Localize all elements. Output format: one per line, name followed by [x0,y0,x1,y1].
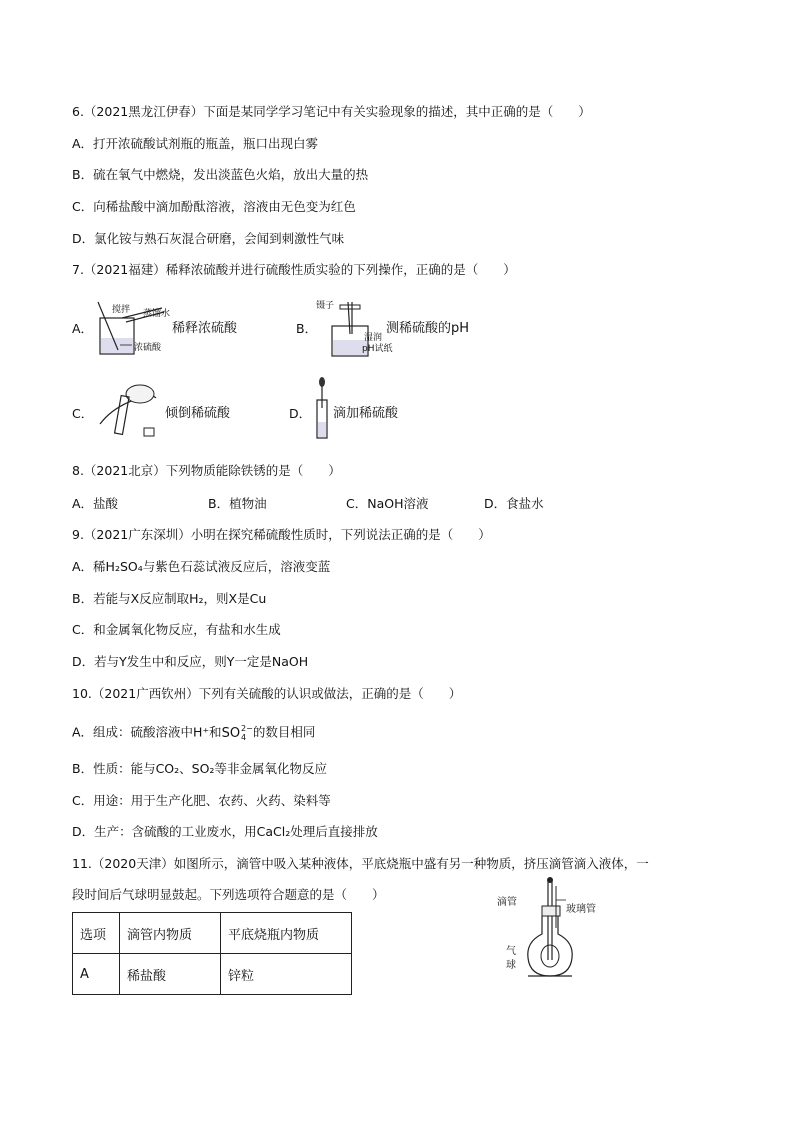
q8-option-d: D．食盐水 [484,496,544,511]
table-cell: A [73,954,120,995]
q7-option-d-letter: D． [289,406,312,421]
q10-stem: 10.（2021广西钦州）下列有关硫酸的认识或做法，正确的是（ ） [72,686,462,701]
q6-option-b: B．硫在氧气中燃烧，发出淡蓝色火焰，放出大量的热 [72,167,369,182]
q6-option-a: A．打开浓硫酸试剂瓶的瓶盖，瓶口出现白雾 [72,136,319,151]
q11-stem-line2: 段时间后气球明显鼓起。下列选项符合题意的是（ ） [72,887,385,902]
q7-b-paper-label: pH试纸 [362,344,393,354]
q7-a-water-label: 蒸馏水 [143,309,171,319]
table-cell: 锌粒 [221,954,352,995]
table-header-cell: 平底烧瓶内物质 [221,913,352,954]
q8-option-a: A．盐酸 [72,496,119,511]
q9-option-a: A．稀H₂SO₄与紫色石蕊试液反应后，溶液变蓝 [72,559,331,574]
q8-stem: 8.（2021北京）下列物质能除铁锈的是（ ） [72,463,341,478]
q7-c-pour-figure [92,378,162,440]
q11-balloon-label-2: 球 [506,960,516,971]
q6-stem: 6.（2021黑龙江伊春）下面是某同学学习笔记中有关实验现象的描述，其中正确的是（ ） [72,104,591,119]
q10-option-a [72,724,315,742]
q9-option-d: D．若与Y发生中和反应，则Y一定是NaOH [72,654,309,669]
q10-option-c: C．用途：用于生产化肥、农药、火药、染料等 [72,793,331,808]
q7-a-stir-label: 搅拌 [112,305,131,315]
q7-d-dropper-figure [312,374,332,440]
q10-option-a-post: 的数目相同 [252,724,316,740]
q11-dropper-label: 滴管 [497,897,517,908]
q11-balloon-label-1: 气 [506,946,516,957]
q8-option-b: B．植物油 [208,496,267,511]
table-cell: 稀盐酸 [120,954,221,995]
q11-glass-tube-label: 玻璃管 [566,904,596,915]
q11-options-table [72,912,352,995]
q7-b-wet-label: 湿润 [364,333,383,343]
q7-option-a-letter: A． [72,321,94,336]
q10-option-b: B．性质：能与CO₂、SO₂等非金属氧化物反应 [72,761,327,776]
q7-option-a-text: 稀释浓硫酸 [172,321,238,336]
q7-option-c-letter: C． [72,406,94,421]
q7-a-acid-label: 浓硫酸 [134,343,162,353]
q7-option-b-letter: B． [296,321,318,336]
q9-stem: 9.（2021广东深圳）小明在探究稀硫酸性质时，下列说法正确的是（ ） [72,527,491,542]
q7-option-b-text: 测稀硫酸的pH [386,321,470,336]
q9-option-b: B．若能与X反应制取H₂，则X是Cu [72,591,267,606]
q6-option-c: C．向稀盐酸中滴加酚酞溶液，溶液由无色变为红色 [72,199,356,214]
q6-option-d: D．氯化铵与熟石灰混合研磨，会闻到刺激性气味 [72,231,345,246]
table-header-cell: 选项 [73,913,120,954]
q7-option-c-text: 倾倒稀硫酸 [165,406,231,421]
table-row [73,954,352,995]
table-header-cell: 滴管内物质 [120,913,221,954]
q11-stem-line1: 11.（2020天津）如图所示，滴管中吸入某种液体，平底烧瓶中盛有另一种物质，挤压滴管滴入液体，一 [72,856,649,871]
q7-option-d-text: 滴加稀硫酸 [333,406,399,421]
q10-option-a-pre: A．组成：硫酸溶液中H⁺和 [72,724,222,740]
q8-option-c: C．NaOH溶液 [346,496,429,511]
q7-b-tweezers-label: 镊子 [316,301,335,311]
q11-flask-figure [520,876,600,982]
q7-stem: 7.（2021福建）稀释浓硫酸并进行硫酸性质实验的下列操作，正确的是（ ） [72,262,516,277]
q9-option-c: C．和金属氧化物反应，有盐和水生成 [72,622,281,637]
q10-option-d: D．生产：含硫酸的工业废水，用CaCl₂处理后直接排放 [72,824,378,839]
sulfate-ion: SO 2− 4 [221,724,253,742]
table-header-row [73,913,352,954]
